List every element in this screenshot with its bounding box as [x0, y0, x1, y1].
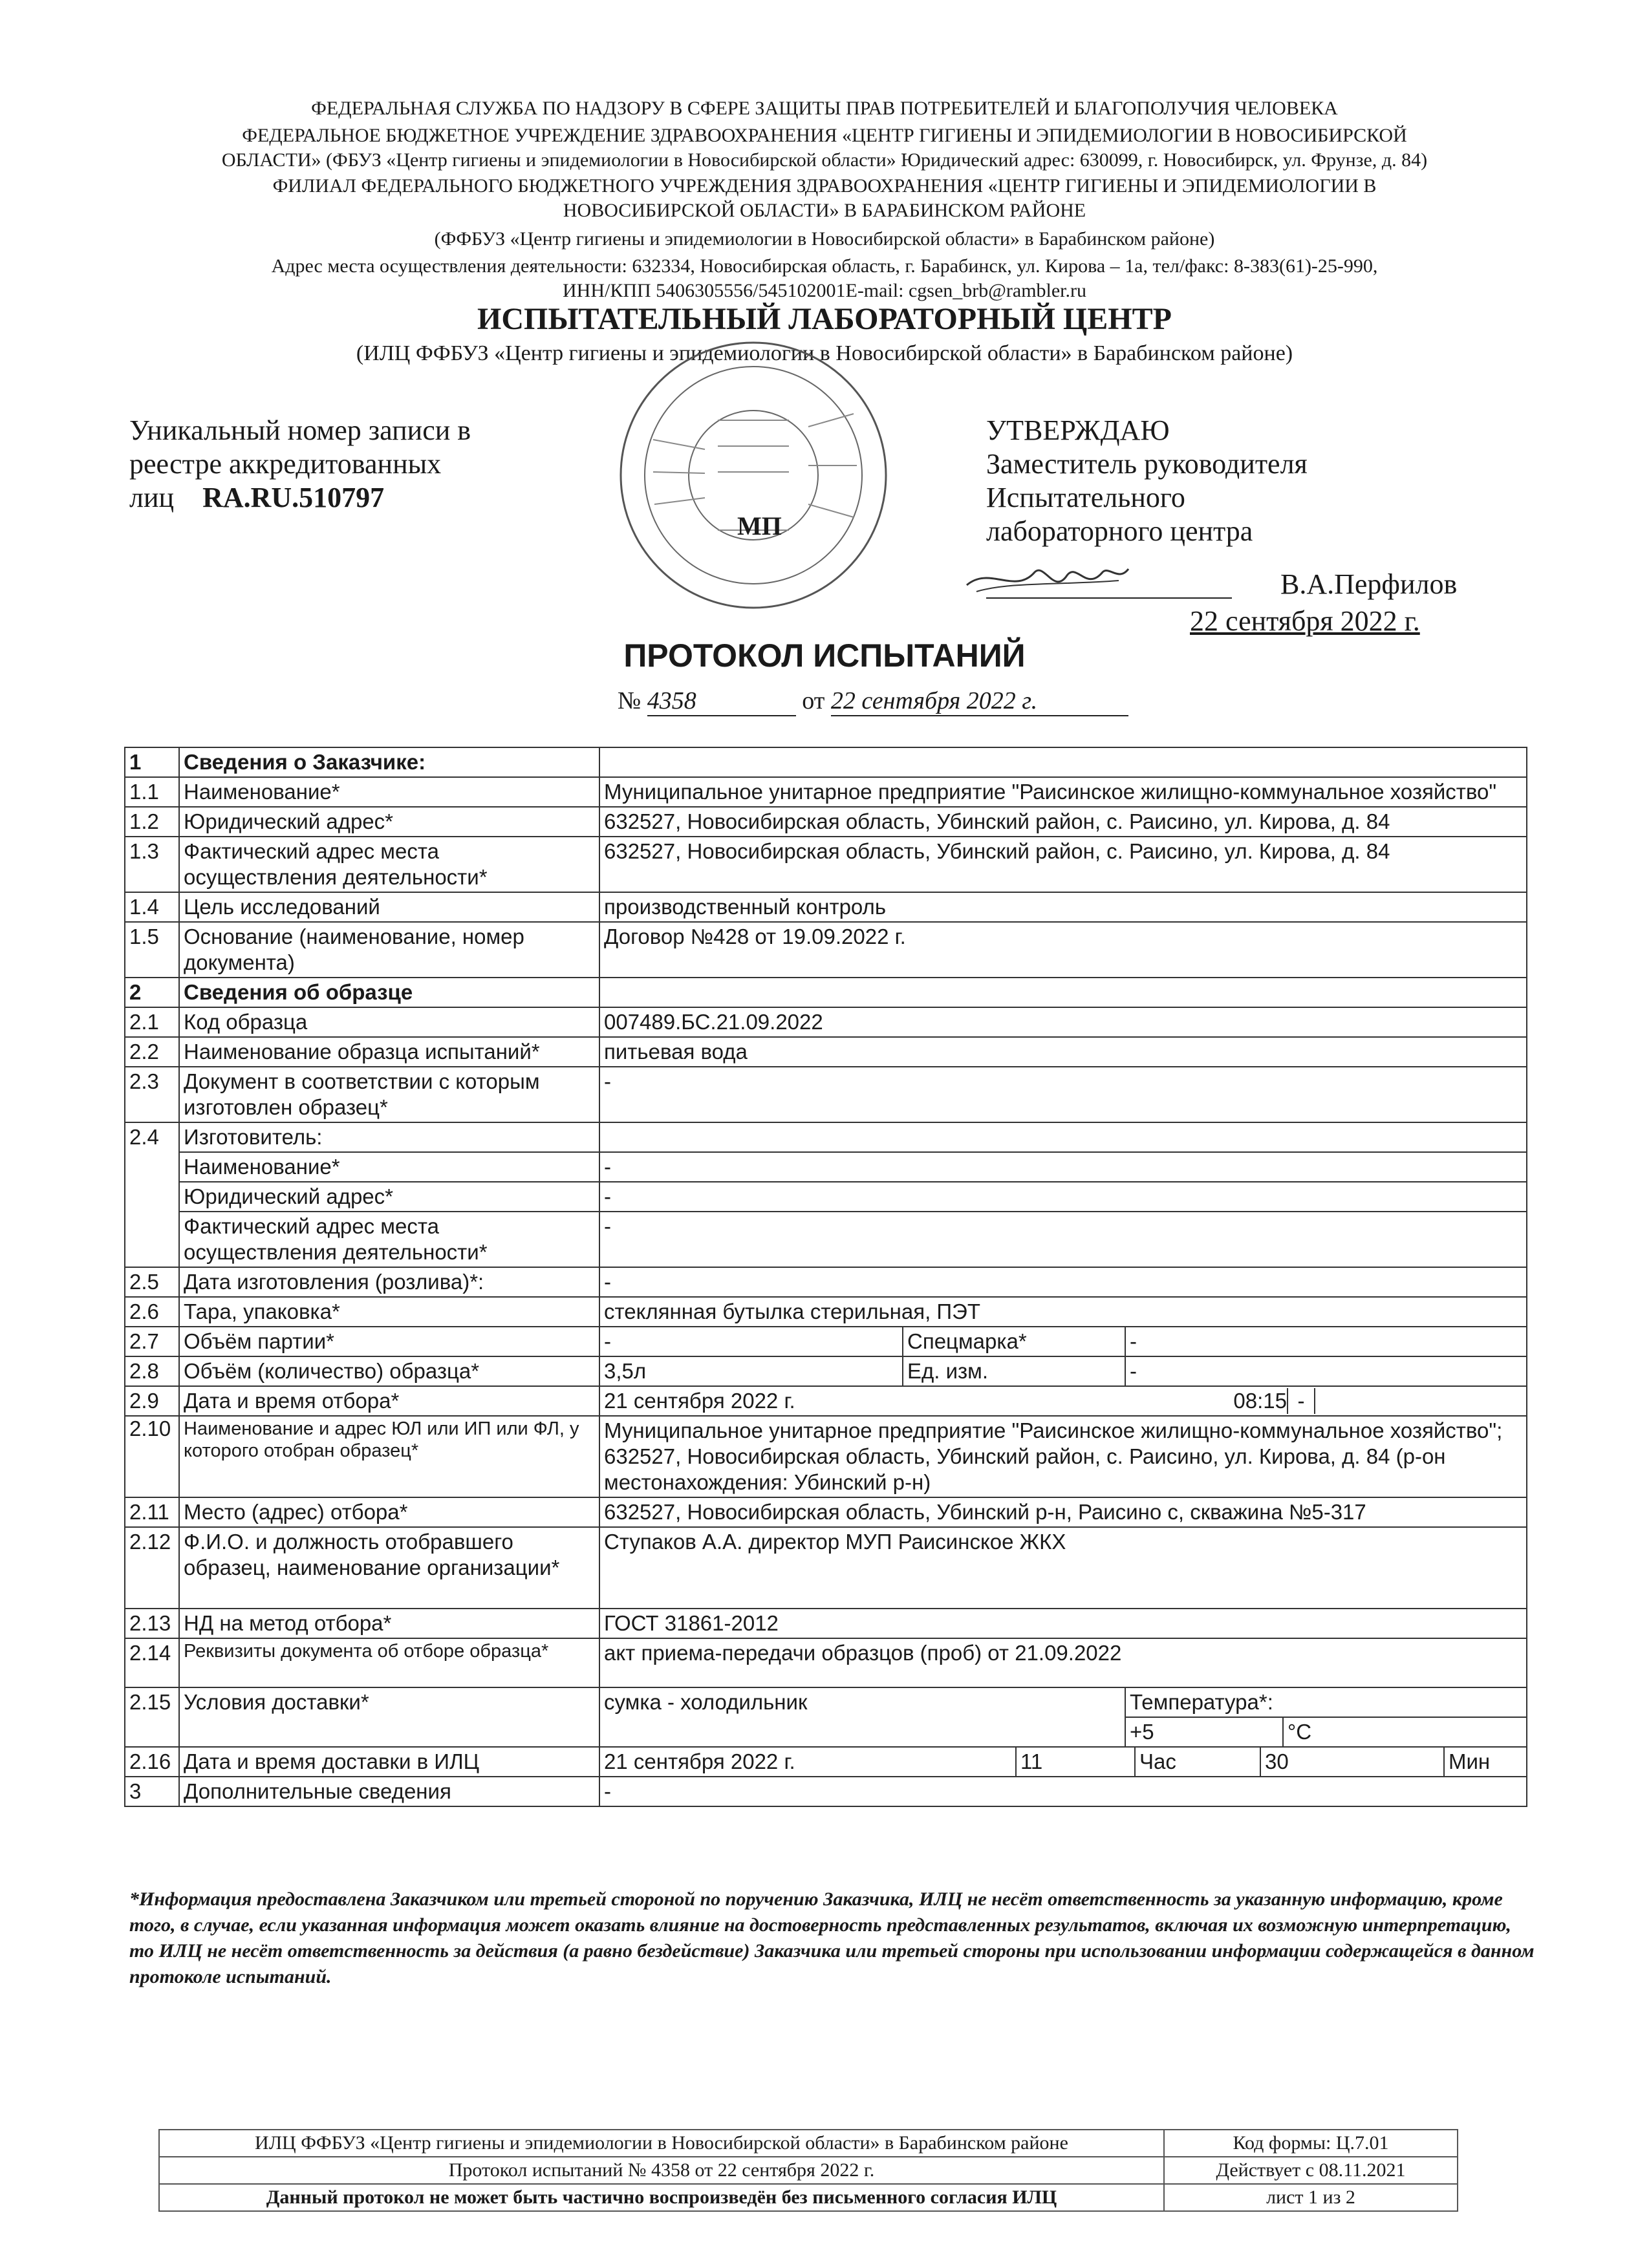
approval-line-2: Испытательного — [986, 482, 1185, 513]
header-line-4: ФИЛИАЛ ФЕДЕРАЛЬНОГО БЮДЖЕТНОГО УЧРЕЖДЕНИЯ ЗДРАВООХРАНЕНИЯ «ЦЕНТР ГИГИЕНЫ И ЭПИДЕМИОЛОГИИ В — [272, 175, 1377, 197]
row-value: 632527, Новосибирская область, Убинский район, с. Раисино, ул. Кирова, д. 84 — [599, 837, 1527, 892]
table-row — [125, 1152, 1527, 1182]
protocol-num-label: № — [618, 687, 641, 714]
accreditation-line-2: реестре аккредитованных — [129, 448, 442, 480]
delivery-date: 21 сентября 2022 г. — [604, 1749, 795, 1773]
table-row — [125, 922, 1527, 978]
sampling-date: 21 сентября 2022 г. — [604, 1389, 795, 1413]
row-label: Фактический адрес места осуществления деятельности* — [179, 837, 599, 892]
header-line-8: ИНН/КПП 5406305556/545102001E-mail: cgsen_brb@rambler.ru — [562, 280, 1086, 301]
row-label: Основание (наименование, номер документа) — [179, 922, 599, 978]
row-num: 2.4 — [125, 1122, 179, 1267]
delivery-hour-label: Час — [1135, 1748, 1260, 1776]
row-value: - — [599, 1327, 903, 1356]
row-label: Наименование* — [179, 777, 599, 807]
row-value: Муниципальное унитарное предприятие "Раисинское жилищно-коммунальное хозяйство" — [599, 777, 1527, 807]
row-num: 2.2 — [125, 1037, 179, 1067]
row-num: 1.2 — [125, 807, 179, 837]
footer-org: ИЛЦ ФФБУЗ «Центр гигиены и эпидемиологии в Новосибирской области» в Барабинском районе — [159, 2130, 1164, 2157]
table-row — [125, 1182, 1527, 1212]
row-num: 2.10 — [125, 1416, 179, 1497]
organization-stamp — [614, 336, 892, 614]
approval-signer: В.А.Перфилов — [1280, 568, 1458, 600]
empty-cell — [599, 978, 1527, 1007]
protocol-date: 22 сентября 2022 г. — [830, 687, 1038, 714]
header-line-7: Адрес места осуществления деятельности: 632334, Новосибирская область, г. Барабинск, ул. Кирова – 1а, тел/факс: 8-383(61)-25-990, — [271, 255, 1378, 277]
row-num: 2.1 — [125, 1007, 179, 1037]
row-label: Ф.И.О. и должность отобравшего образец, наименование организации* — [179, 1527, 599, 1609]
delivery-minute-label: Мин — [1444, 1748, 1526, 1776]
temperature-value: +5 — [1125, 1717, 1283, 1747]
row-value-2: - — [1125, 1327, 1527, 1356]
table-row — [125, 1356, 1527, 1386]
row-label: Юридический адрес* — [179, 807, 599, 837]
approval-block — [986, 414, 1568, 548]
approval-title: УТВЕРЖДАЮ — [986, 414, 1170, 446]
accreditation-prefix: лиц — [129, 482, 175, 513]
lab-title: ИСПЫТАТЕЛЬНЫЙ ЛАБОРАТОРНЫЙ ЦЕНТР — [477, 302, 1172, 336]
row-label: Код образца — [179, 1007, 599, 1037]
row-label: Дата изготовления (розлива)*: — [179, 1267, 599, 1297]
row-num: 2.3 — [125, 1067, 179, 1122]
row-label: Наименование и адрес ЮЛ или ИП или ФЛ, у которого отобран образец* — [179, 1416, 599, 1497]
footer-page: лист 1 из 2 — [1164, 2184, 1458, 2211]
table-row — [125, 1037, 1527, 1067]
row-label: Изготовитель: — [179, 1122, 599, 1152]
row-value: - — [599, 1777, 1527, 1806]
row-value-group — [599, 1386, 1527, 1416]
row-label: Дата и время отбора* — [179, 1386, 599, 1416]
header-line-1: ФЕДЕРАЛЬНАЯ СЛУЖБА ПО НАДЗОРУ В СФЕРЕ ЗАЩИТЫ ПРАВ ПОТРЕБИТЕЛЕЙ И БЛАГОПОЛУЧИЯ ЧЕЛОВЕКА — [311, 98, 1338, 119]
empty-cell — [599, 1122, 1527, 1152]
row-value: 3,5л — [599, 1356, 903, 1386]
table-row — [125, 1497, 1527, 1527]
row-value-group — [599, 1747, 1527, 1777]
row-value: Договор №428 от 19.09.2022 г. — [599, 922, 1527, 978]
sampling-extra: - — [1288, 1388, 1315, 1414]
row-value: - — [599, 1152, 1527, 1182]
table-row — [125, 1777, 1527, 1806]
table-row — [125, 807, 1527, 837]
sample-info-table — [124, 747, 1527, 1807]
row-num: 2.14 — [125, 1638, 179, 1687]
approval-date: 22 сентября 2022 г. — [1190, 605, 1420, 637]
row-num: 2.6 — [125, 1297, 179, 1327]
table-row — [125, 747, 1527, 777]
row-value: - — [599, 1067, 1527, 1122]
row-num: 2.11 — [125, 1497, 179, 1527]
protocol-from-label: от — [802, 687, 825, 714]
table-row — [125, 1747, 1527, 1777]
table-row — [125, 1687, 1527, 1717]
protocol-number: 4358 — [647, 687, 696, 714]
table-row — [125, 1609, 1527, 1638]
row-num: 1.5 — [125, 922, 179, 978]
table-row — [125, 1416, 1527, 1497]
row-value: производственный контроль — [599, 892, 1527, 922]
header-line-3: ОБЛАСТИ» (ФБУЗ «Центр гигиены и эпидемиологии в Новосибирской области» Юридический адрес: 630099, г. Новосибирск, ул. Фрунзе, д. 84) — [221, 149, 1428, 171]
row-value: - — [599, 1212, 1527, 1267]
row-label-2: Спецмарка* — [903, 1327, 1125, 1356]
row-label-2: Ед. изм. — [903, 1356, 1125, 1386]
disclaimer-note: *Информация предоставлена Заказчиком или третьей стороной по поручению Заказчика, ИЛЦ не несёт ответственность за указанную информацию, кроме того, в случае, если указанная информация может оказать влияние на достоверность представленных результатов, включая их возможную интерпретацию, то ИЛЦ не несёт ответственность за действия (а равно бездействие) Заказчика или третьей стороны при использовании информации содержащейся в данном протоколе испытаний. — [129, 1888, 1535, 1987]
protocol-title: ПРОТОКОЛ ИСПЫТАНИЙ — [623, 637, 1026, 674]
row-label: Фактический адрес места осуществления деятельности* — [179, 1212, 599, 1267]
row-num: 2.12 — [125, 1527, 179, 1609]
table-row — [125, 1527, 1527, 1609]
row-num: 1.1 — [125, 777, 179, 807]
lab-subtitle: (ИЛЦ ФФБУЗ «Центр гигиены и эпидемиологии в Новосибирской области» в Барабинском районе) — [356, 341, 1293, 365]
table-row — [125, 777, 1527, 807]
row-value: акт приема-передачи образцов (проб) от 21.09.2022 — [599, 1638, 1527, 1687]
footer-restriction: Данный протокол не может быть частично воспроизведён без письменного согласия ИЛЦ — [159, 2184, 1164, 2211]
row-label: Объём (количество) образца* — [179, 1356, 599, 1386]
header-line-6: (ФФБУЗ «Центр гигиены и эпидемиологии в Новосибирской области» в Барабинском районе) — [434, 228, 1215, 250]
section-2-title: Сведения об образце — [179, 978, 599, 1007]
row-num: 2.5 — [125, 1267, 179, 1297]
table-row — [125, 1067, 1527, 1122]
section-1-num: 1 — [125, 747, 179, 777]
table-row — [125, 1386, 1527, 1416]
row-label: Юридический адрес* — [179, 1182, 599, 1212]
footer-form-code: Код формы: Ц.7.01 — [1164, 2130, 1458, 2157]
row-label: Тара, упаковка* — [179, 1297, 599, 1327]
table-row — [125, 1007, 1527, 1037]
row-value: ГОСТ 31861-2012 — [599, 1609, 1527, 1638]
row-value: стеклянная бутылка стерильная, ПЭТ — [599, 1297, 1527, 1327]
row-value: Ступаков А.А. директор МУП Раисинское ЖКХ — [599, 1527, 1527, 1609]
table-row — [125, 1267, 1527, 1297]
footer-table — [158, 2129, 1458, 2212]
signature-line — [986, 595, 1232, 599]
row-value: сумка - холодильник — [599, 1687, 1125, 1747]
accreditation-number: RA.RU.510797 — [202, 482, 385, 513]
accreditation-line-1: Уникальный номер записи в — [129, 414, 471, 446]
delivery-hour: 11 — [1016, 1748, 1135, 1776]
row-num: 2.7 — [125, 1327, 179, 1356]
table-row — [125, 1327, 1527, 1356]
accreditation-block — [129, 414, 582, 515]
row-value: Муниципальное унитарное предприятие "Раисинское жилищно-коммунальное хозяйство"; 632527, Новосибирская область, Убинский район, с. Раисино, ул. Кирова, д. 84 (р-он местонахождения: Убинский р-н) — [599, 1416, 1527, 1497]
row-value: 632527, Новосибирская область, Убинский р-н, Раисино с, скважина №5-317 — [599, 1497, 1527, 1527]
approval-line-3: лабораторного центра — [986, 515, 1253, 547]
row-num: 1.4 — [125, 892, 179, 922]
row-label: Место (адрес) отбора* — [179, 1497, 599, 1527]
row-value: питьевая вода — [599, 1037, 1527, 1067]
signature-scribble — [964, 556, 1132, 608]
delivery-minute: 30 — [1260, 1748, 1444, 1776]
table-row — [125, 1212, 1527, 1267]
row-num: 2.9 — [125, 1386, 179, 1416]
row-label: Реквизиты документа об отборе образца* — [179, 1638, 599, 1687]
row-label: Наименование* — [179, 1152, 599, 1182]
stamp-mp: МП — [737, 511, 782, 540]
row-num: 2.16 — [125, 1747, 179, 1777]
temperature-label: Температура*: — [1125, 1687, 1527, 1717]
table-row — [125, 1122, 1527, 1152]
table-row — [125, 837, 1527, 892]
footer-protocol: Протокол испытаний № 4358 от 22 сентября 2022 г. — [159, 2157, 1164, 2184]
row-num: 2.8 — [125, 1356, 179, 1386]
row-label: Дополнительные сведения — [179, 1777, 599, 1806]
section-1-title: Сведения о Заказчике: — [179, 747, 599, 777]
temperature-unit: °С — [1283, 1717, 1527, 1747]
row-label: Цель исследований — [179, 892, 599, 922]
table-row — [125, 1638, 1527, 1687]
table-row — [125, 892, 1527, 922]
row-num: 2.13 — [125, 1609, 179, 1638]
row-label: Объём партии* — [179, 1327, 599, 1356]
row-label: Дата и время доставки в ИЛЦ — [179, 1747, 599, 1777]
empty-cell — [599, 747, 1527, 777]
row-label: Наименование образца испытаний* — [179, 1037, 599, 1067]
section-2-num: 2 — [125, 978, 179, 1007]
sampling-time: 08:15 — [1233, 1389, 1287, 1413]
row-label: Условия доставки* — [179, 1687, 599, 1747]
row-value: - — [599, 1182, 1527, 1212]
header-line-5: НОВОСИБИРСКОЙ ОБЛАСТИ» В БАРАБИНСКОМ РАЙОНЕ — [563, 200, 1086, 221]
row-label: Документ в соответствии с которым изготовлен образец* — [179, 1067, 599, 1122]
protocol-number-line — [618, 687, 1128, 716]
table-row — [125, 1297, 1527, 1327]
row-num: 2.15 — [125, 1687, 179, 1747]
row-num: 1.3 — [125, 837, 179, 892]
footer-valid-from: Действует с 08.11.2021 — [1164, 2157, 1458, 2184]
row-num: 3 — [125, 1777, 179, 1806]
header-line-2: ФЕДЕРАЛЬНОЕ БЮДЖЕТНОЕ УЧРЕЖДЕНИЕ ЗДРАВООХРАНЕНИЯ «ЦЕНТР ГИГИЕНЫ И ЭПИДЕМИОЛОГИИ В НОВОСИБИРСКОЙ — [242, 125, 1407, 146]
row-value: 007489.БС.21.09.2022 — [599, 1007, 1527, 1037]
approval-line-1: Заместитель руководителя — [986, 448, 1308, 480]
row-value: 632527, Новосибирская область, Убинский район, с. Раисино, ул. Кирова, д. 84 — [599, 807, 1527, 837]
table-row — [125, 978, 1527, 1007]
row-label: НД на метод отбора* — [179, 1609, 599, 1638]
row-value-2: - — [1125, 1356, 1527, 1386]
row-value: - — [599, 1267, 1527, 1297]
